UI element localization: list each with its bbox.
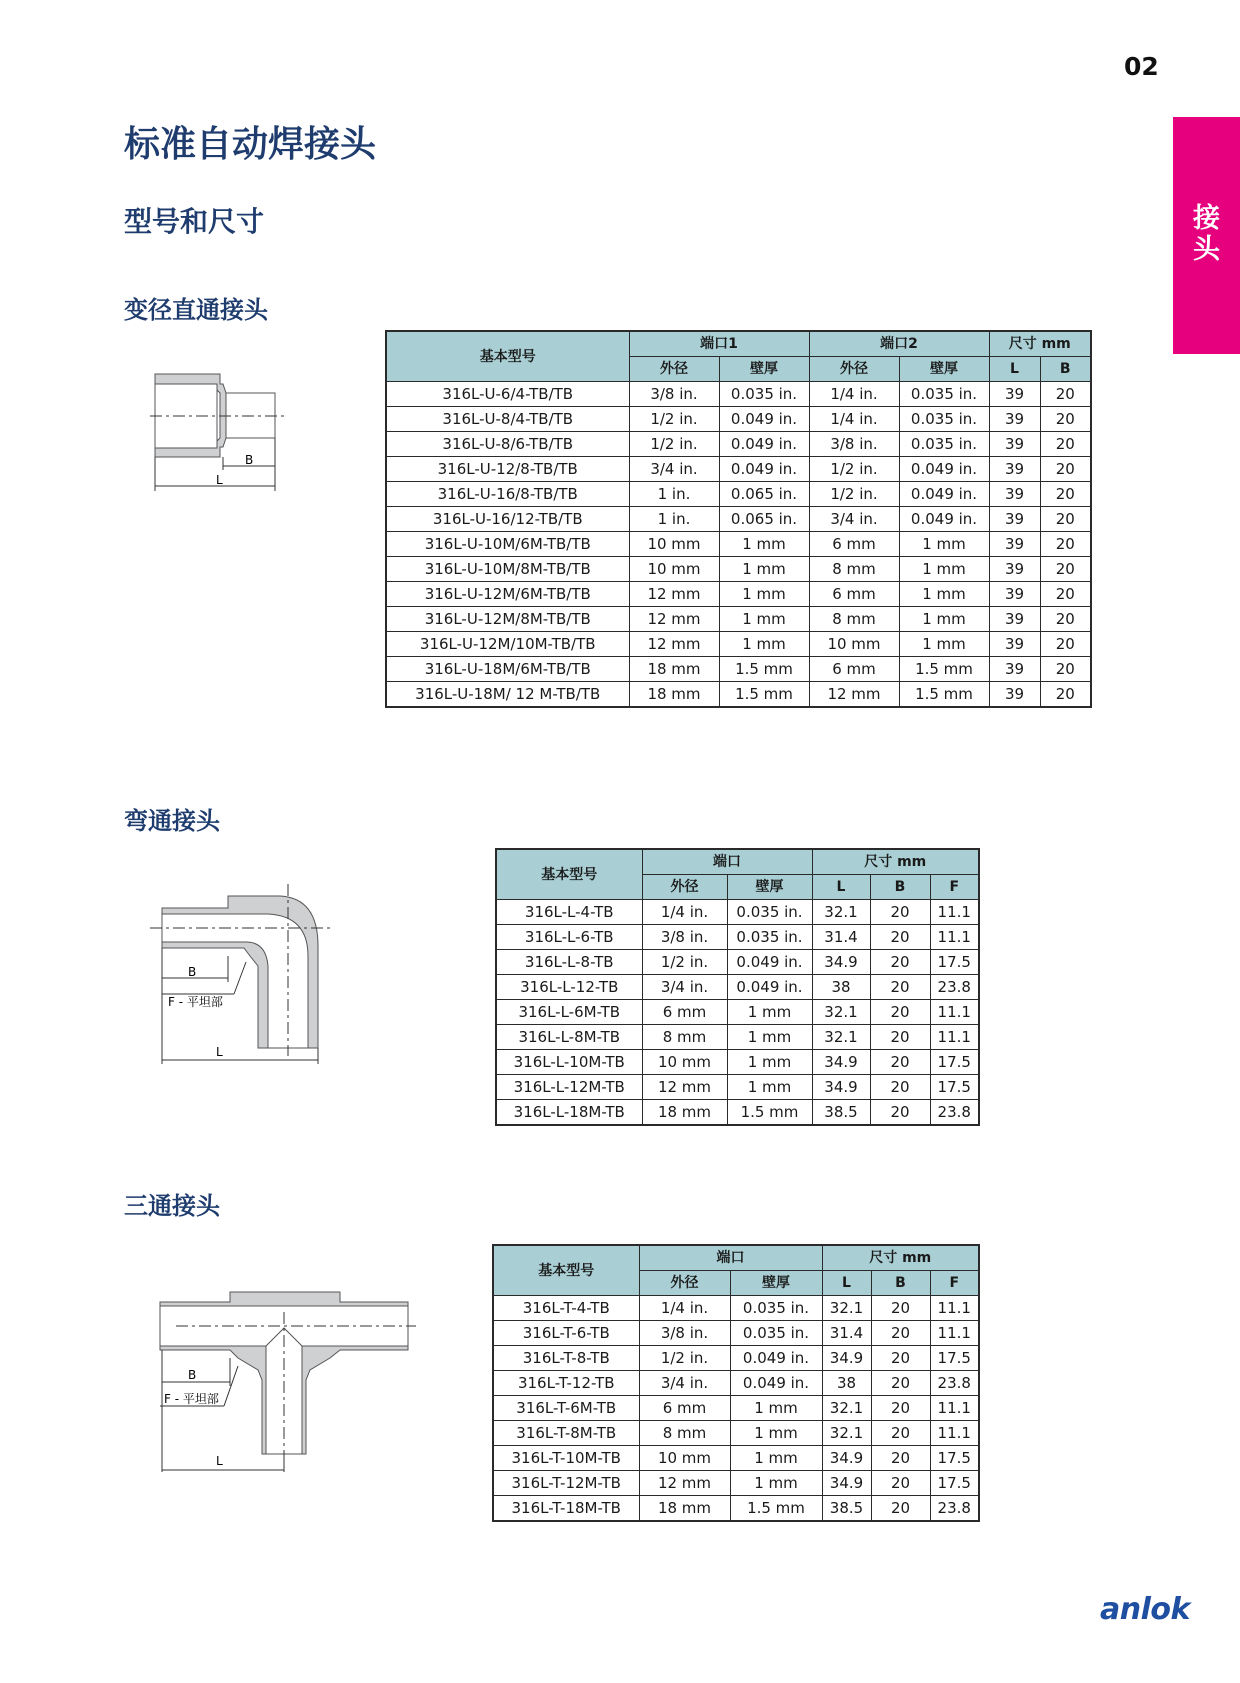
col-wall-1: 壁厚 (719, 357, 809, 382)
table-cell: 316L-U-16/12-TB/TB (386, 507, 629, 532)
table-cell: 316L-L-6M-TB (496, 1000, 642, 1025)
table-cell: 0.065 in. (719, 507, 809, 532)
col-f: F (930, 875, 979, 900)
table-cell: 1 mm (899, 582, 989, 607)
table-row (496, 1100, 979, 1126)
reducer-heading: 变径直通接头 (124, 296, 268, 324)
table-row (493, 1396, 979, 1421)
table-cell: 1.5 mm (730, 1496, 822, 1522)
table-cell: 316L-T-6M-TB (493, 1396, 639, 1421)
table-cell: 1 mm (719, 582, 809, 607)
col-od-2: 外径 (809, 357, 899, 382)
table-cell: 23.8 (930, 975, 979, 1000)
table-cell: 39 (989, 557, 1040, 582)
table-row (493, 1446, 979, 1471)
table-cell: 8 mm (809, 607, 899, 632)
table-row (386, 507, 1091, 532)
table-row (496, 975, 979, 1000)
page-number: 02 (1124, 52, 1159, 81)
table-cell: 23.8 (930, 1496, 979, 1522)
table-cell: 20 (1040, 582, 1091, 607)
table-cell: 316L-L-12-TB (496, 975, 642, 1000)
table-cell: 20 (1040, 682, 1091, 708)
table-cell: 0.049 in. (719, 457, 809, 482)
table-cell: 20 (1040, 507, 1091, 532)
table-cell: 34.9 (812, 1075, 870, 1100)
table-cell: 39 (989, 457, 1040, 482)
table-cell: 3/4 in. (642, 975, 727, 1000)
table-cell: 8 mm (639, 1421, 730, 1446)
table-cell: 0.035 in. (730, 1321, 822, 1346)
table-cell: 1/4 in. (639, 1296, 730, 1321)
table-cell: 316L-U-12M/10M-TB/TB (386, 632, 629, 657)
tee-heading: 三通接头 (124, 1192, 220, 1220)
table-cell: 3/8 in. (639, 1321, 730, 1346)
col-wall-2: 壁厚 (899, 357, 989, 382)
table-cell: 11.1 (930, 1025, 979, 1050)
table-cell: 12 mm (809, 682, 899, 708)
table-cell: 316L-U-6/4-TB/TB (386, 382, 629, 407)
table-cell: 12 mm (629, 582, 719, 607)
col-port1: 端口1 (629, 331, 809, 357)
table-cell: 0.035 in. (730, 1296, 822, 1321)
table-cell: 31.4 (812, 925, 870, 950)
table-cell: 20 (1040, 657, 1091, 682)
table-cell: 32.1 (812, 900, 870, 925)
table-cell: 316L-U-10M/8M-TB/TB (386, 557, 629, 582)
table-cell: 316L-T-8M-TB (493, 1421, 639, 1446)
table-cell: 0.035 in. (899, 432, 989, 457)
table-cell: 1 mm (727, 1050, 812, 1075)
table-cell: 12 mm (639, 1471, 730, 1496)
tee-table (492, 1244, 980, 1522)
table-cell: 0.049 in. (727, 950, 812, 975)
table-cell: 0.065 in. (719, 482, 809, 507)
table-cell: 1 mm (899, 607, 989, 632)
table-cell: 32.1 (822, 1396, 871, 1421)
table-cell: 20 (870, 975, 930, 1000)
table-cell: 1 mm (899, 557, 989, 582)
col-dims: 尺寸 mm (812, 849, 979, 875)
table-cell: 34.9 (822, 1346, 871, 1371)
table-cell: 0.035 in. (727, 925, 812, 950)
table-cell: 39 (989, 582, 1040, 607)
table-cell: 1.5 mm (899, 657, 989, 682)
table-cell: 3/4 in. (639, 1371, 730, 1396)
table-cell: 1.5 mm (719, 682, 809, 708)
table-cell: 18 mm (629, 682, 719, 708)
table-cell: 34.9 (812, 950, 870, 975)
table-cell: 20 (871, 1296, 930, 1321)
table-row (386, 607, 1091, 632)
table-cell: 1 mm (719, 632, 809, 657)
table-row (493, 1346, 979, 1371)
tee-label-f: F - 平坦部 (164, 1392, 219, 1406)
table-cell: 0.049 in. (899, 507, 989, 532)
elbow-diagram (150, 876, 340, 1066)
table-cell: 1/2 in. (629, 407, 719, 432)
col-model: 基本型号 (386, 331, 629, 382)
table-cell: 6 mm (809, 532, 899, 557)
table-cell: 20 (871, 1446, 930, 1471)
table-cell: 316L-U-12/8-TB/TB (386, 457, 629, 482)
table-row (386, 582, 1091, 607)
table-cell: 39 (989, 407, 1040, 432)
col-b: B (870, 875, 930, 900)
table-cell: 0.035 in. (727, 900, 812, 925)
table-cell: 39 (989, 682, 1040, 708)
col-f: F (930, 1271, 979, 1296)
table-cell: 39 (989, 482, 1040, 507)
col-model: 基本型号 (496, 849, 642, 900)
table-cell: 0.049 in. (730, 1371, 822, 1396)
table-cell: 1/4 in. (642, 900, 727, 925)
table-cell: 18 mm (642, 1100, 727, 1126)
table-cell: 12 mm (642, 1075, 727, 1100)
table-cell: 11.1 (930, 900, 979, 925)
col-model: 基本型号 (493, 1245, 639, 1296)
table-cell: 316L-U-8/6-TB/TB (386, 432, 629, 457)
table-cell: 38.5 (822, 1496, 871, 1522)
table-cell: 20 (871, 1471, 930, 1496)
table-cell: 20 (1040, 632, 1091, 657)
table-cell: 17.5 (930, 1050, 979, 1075)
table-cell: 316L-T-6-TB (493, 1321, 639, 1346)
table-cell: 6 mm (809, 657, 899, 682)
table-cell: 20 (870, 1050, 930, 1075)
col-port: 端口 (639, 1245, 822, 1271)
table-cell: 3/4 in. (629, 457, 719, 482)
table-cell: 1/4 in. (809, 407, 899, 432)
table-cell: 17.5 (930, 950, 979, 975)
table-cell: 316L-T-4-TB (493, 1296, 639, 1321)
table-cell: 316L-L-6-TB (496, 925, 642, 950)
col-od: 外径 (642, 875, 727, 900)
table-cell: 3/8 in. (809, 432, 899, 457)
table-cell: 1 in. (629, 482, 719, 507)
table-cell: 1 mm (730, 1421, 822, 1446)
table-cell: 39 (989, 607, 1040, 632)
table-row (496, 950, 979, 975)
table-row (493, 1471, 979, 1496)
table-cell: 20 (1040, 407, 1091, 432)
table-cell: 316L-L-8-TB (496, 950, 642, 975)
table-row (386, 432, 1091, 457)
table-cell: 316L-U-8/4-TB/TB (386, 407, 629, 432)
elbow-table (495, 848, 980, 1126)
table-cell: 38 (822, 1371, 871, 1396)
table-cell: 0.049 in. (899, 482, 989, 507)
table-cell: 23.8 (930, 1371, 979, 1396)
table-cell: 23.8 (930, 1100, 979, 1126)
table-cell: 1 mm (719, 607, 809, 632)
table-cell: 1 mm (719, 557, 809, 582)
table-cell: 0.049 in. (899, 457, 989, 482)
table-cell: 12 mm (629, 632, 719, 657)
col-b: B (871, 1271, 930, 1296)
col-port2: 端口2 (809, 331, 989, 357)
table-cell: 0.049 in. (730, 1346, 822, 1371)
table-cell: 1.5 mm (727, 1100, 812, 1126)
table-cell: 316L-U-12M/8M-TB/TB (386, 607, 629, 632)
table-row (496, 900, 979, 925)
table-row (493, 1371, 979, 1396)
table-cell: 0.035 in. (899, 407, 989, 432)
table-cell: 316L-U-10M/6M-TB/TB (386, 532, 629, 557)
table-cell: 1 mm (730, 1396, 822, 1421)
table-cell: 6 mm (642, 1000, 727, 1025)
table-cell: 20 (870, 1000, 930, 1025)
table-cell: 20 (870, 900, 930, 925)
table-cell: 20 (1040, 532, 1091, 557)
table-cell: 17.5 (930, 1471, 979, 1496)
table-cell: 1.5 mm (899, 682, 989, 708)
table-cell: 39 (989, 507, 1040, 532)
table-cell: 1 mm (727, 1000, 812, 1025)
table-cell: 20 (871, 1346, 930, 1371)
table-row (386, 457, 1091, 482)
col-wall: 壁厚 (727, 875, 812, 900)
table-cell: 17.5 (930, 1446, 979, 1471)
table-cell: 39 (989, 632, 1040, 657)
table-cell: 10 mm (639, 1446, 730, 1471)
table-cell: 20 (1040, 482, 1091, 507)
table-cell: 39 (989, 382, 1040, 407)
table-cell: 11.1 (930, 1296, 979, 1321)
table-row (386, 557, 1091, 582)
table-row (386, 482, 1091, 507)
page-title: 标准自动焊接头 (124, 124, 377, 165)
table-cell: 8 mm (642, 1025, 727, 1050)
table-cell: 32.1 (822, 1421, 871, 1446)
table-cell: 316L-L-4-TB (496, 900, 642, 925)
table-cell: 10 mm (629, 532, 719, 557)
table-cell: 1 mm (727, 1075, 812, 1100)
table-cell: 17.5 (930, 1346, 979, 1371)
table-cell: 10 mm (642, 1050, 727, 1075)
table-cell: 316L-L-18M-TB (496, 1100, 642, 1126)
reducer-diagram (150, 368, 300, 493)
table-cell: 20 (870, 1100, 930, 1126)
col-l: L (822, 1271, 871, 1296)
table-cell: 6 mm (809, 582, 899, 607)
table-cell: 32.1 (812, 1025, 870, 1050)
table-cell: 316L-L-10M-TB (496, 1050, 642, 1075)
table-row (496, 1075, 979, 1100)
table-cell: 32.1 (812, 1000, 870, 1025)
col-l: L (812, 875, 870, 900)
table-cell: 20 (1040, 382, 1091, 407)
table-cell: 20 (870, 950, 930, 975)
col-od-1: 外径 (629, 357, 719, 382)
table-cell: 8 mm (809, 557, 899, 582)
table-cell: 0.049 in. (727, 975, 812, 1000)
table-row (493, 1421, 979, 1446)
table-cell: 1.5 mm (719, 657, 809, 682)
table-cell: 316L-T-8-TB (493, 1346, 639, 1371)
page-subtitle: 型号和尺寸 (124, 205, 265, 238)
table-cell: 3/4 in. (809, 507, 899, 532)
table-cell: 39 (989, 532, 1040, 557)
table-cell: 38.5 (812, 1100, 870, 1126)
tee-diagram (150, 1282, 420, 1472)
elbow-label-f: F - 平坦部 (168, 995, 223, 1009)
col-port: 端口 (642, 849, 812, 875)
table-cell: 316L-U-12M/6M-TB/TB (386, 582, 629, 607)
table-row (496, 1025, 979, 1050)
table-cell: 1/2 in. (809, 457, 899, 482)
table-cell: 1 mm (719, 532, 809, 557)
table-cell: 11.1 (930, 1396, 979, 1421)
table-cell: 1 mm (899, 632, 989, 657)
table-row (386, 532, 1091, 557)
reducer-table (385, 330, 1092, 708)
table-cell: 1/2 in. (642, 950, 727, 975)
table-cell: 316L-U-18M/6M-TB/TB (386, 657, 629, 682)
table-cell: 18 mm (639, 1496, 730, 1522)
table-row (493, 1296, 979, 1321)
table-row (386, 657, 1091, 682)
reducer-label-l: L (216, 473, 223, 487)
elbow-heading: 弯通接头 (124, 807, 220, 835)
col-b: B (1040, 357, 1091, 382)
table-cell: 20 (871, 1396, 930, 1421)
col-wall: 壁厚 (730, 1271, 822, 1296)
table-row (386, 632, 1091, 657)
tee-label-b: B (188, 1368, 197, 1382)
table-cell: 0.035 in. (899, 382, 989, 407)
table-cell: 0.049 in. (719, 432, 809, 457)
side-tab-label: 接 头 (1193, 203, 1220, 265)
table-row (386, 382, 1091, 407)
brand-logo: anlok (1100, 1592, 1190, 1627)
table-cell: 316L-U-16/8-TB/TB (386, 482, 629, 507)
table-cell: 20 (870, 925, 930, 950)
elbow-label-b: B (188, 965, 197, 979)
table-cell: 20 (871, 1321, 930, 1346)
table-cell: 20 (870, 1025, 930, 1050)
table-cell: 20 (871, 1421, 930, 1446)
table-cell: 1 mm (727, 1025, 812, 1050)
table-row (493, 1321, 979, 1346)
table-cell: 20 (1040, 607, 1091, 632)
table-cell: 20 (1040, 432, 1091, 457)
tee-label-l: L (216, 1454, 223, 1468)
table-cell: 6 mm (639, 1396, 730, 1421)
table-cell: 32.1 (822, 1296, 871, 1321)
table-row (386, 682, 1091, 708)
table-cell: 11.1 (930, 925, 979, 950)
table-cell: 0.035 in. (719, 382, 809, 407)
table-cell: 17.5 (930, 1075, 979, 1100)
table-cell: 0.049 in. (719, 407, 809, 432)
table-cell: 316L-T-12-TB (493, 1371, 639, 1396)
table-cell: 1 in. (629, 507, 719, 532)
table-cell: 20 (871, 1496, 930, 1522)
table-cell: 39 (989, 432, 1040, 457)
table-cell: 316L-T-18M-TB (493, 1496, 639, 1522)
table-row (496, 1000, 979, 1025)
table-cell: 34.9 (822, 1471, 871, 1496)
table-cell: 20 (1040, 557, 1091, 582)
table-cell: 1/2 in. (629, 432, 719, 457)
table-cell: 10 mm (809, 632, 899, 657)
col-dims: 尺寸 mm (822, 1245, 979, 1271)
side-tab (1173, 117, 1240, 354)
table-cell: 1/4 in. (809, 382, 899, 407)
table-cell: 316L-L-12M-TB (496, 1075, 642, 1100)
table-row (496, 925, 979, 950)
table-cell: 20 (871, 1371, 930, 1396)
table-cell: 34.9 (812, 1050, 870, 1075)
table-cell: 1 mm (899, 532, 989, 557)
table-cell: 20 (870, 1075, 930, 1100)
table-cell: 11.1 (930, 1321, 979, 1346)
col-od: 外径 (639, 1271, 730, 1296)
table-cell: 20 (1040, 457, 1091, 482)
table-cell: 316L-U-18M/ 12 M-TB/TB (386, 682, 629, 708)
table-cell: 1/2 in. (809, 482, 899, 507)
table-cell: 316L-T-10M-TB (493, 1446, 639, 1471)
table-cell: 1/2 in. (639, 1346, 730, 1371)
table-cell: 10 mm (629, 557, 719, 582)
table-cell: 1 mm (730, 1471, 822, 1496)
table-cell: 3/8 in. (629, 382, 719, 407)
table-cell: 12 mm (629, 607, 719, 632)
table-cell: 39 (989, 657, 1040, 682)
table-cell: 316L-T-12M-TB (493, 1471, 639, 1496)
table-row (496, 1050, 979, 1075)
table-cell: 3/8 in. (642, 925, 727, 950)
table-cell: 31.4 (822, 1321, 871, 1346)
table-row (493, 1496, 979, 1522)
table-row (386, 407, 1091, 432)
reducer-label-b: B (245, 453, 254, 467)
table-cell: 38 (812, 975, 870, 1000)
col-dims: 尺寸 mm (989, 331, 1091, 357)
table-cell: 1 mm (730, 1446, 822, 1471)
table-cell: 11.1 (930, 1000, 979, 1025)
table-cell: 18 mm (629, 657, 719, 682)
elbow-label-l: L (216, 1045, 223, 1059)
col-l: L (989, 357, 1040, 382)
table-cell: 11.1 (930, 1421, 979, 1446)
table-cell: 34.9 (822, 1446, 871, 1471)
table-cell: 316L-L-8M-TB (496, 1025, 642, 1050)
